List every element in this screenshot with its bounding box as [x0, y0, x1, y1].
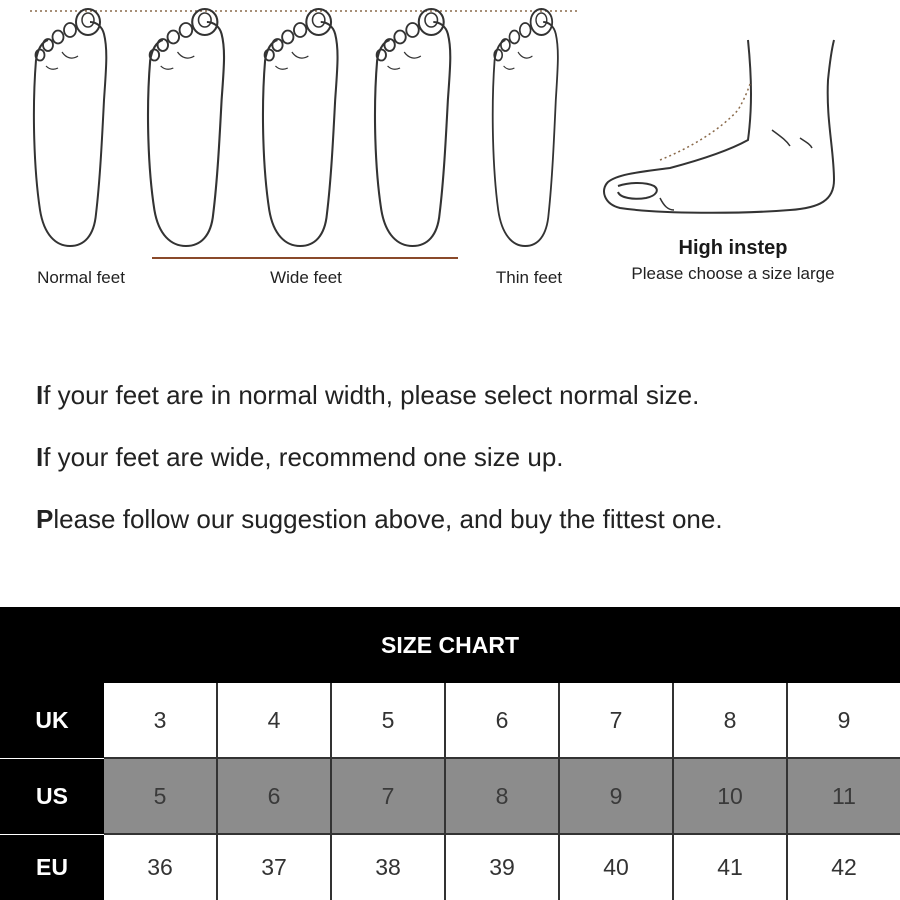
foot-wide-3-icon: [375, 9, 450, 246]
table-cell: 11: [832, 783, 856, 809]
table-cell: 8: [674, 683, 788, 758]
table-cell: 37: [218, 835, 332, 900]
size-chart-table: [0, 607, 900, 900]
size-row-us: [0, 759, 900, 834]
tip-initial: I: [36, 442, 44, 472]
table-cell: 10: [674, 759, 788, 834]
size-chart-title: SIZE CHART: [0, 607, 900, 683]
row-label-uk: UK: [0, 683, 104, 758]
table-cell: 9: [560, 759, 674, 834]
tip-normal-width: [36, 380, 699, 411]
high-instep-subtitle: Please choose a size large: [631, 264, 835, 283]
caption-normal-feet: Normal feet: [37, 268, 125, 287]
table-cell: 4: [218, 683, 332, 758]
table-cell: 39: [446, 835, 560, 900]
instep-dotted-line: [660, 84, 750, 160]
table-cell: 36: [104, 835, 218, 900]
foot-normal-icon: [34, 9, 106, 246]
feet-width-guide: [0, 0, 900, 300]
table-cell: 41: [674, 835, 788, 900]
high-instep-foot-icon: [604, 40, 834, 213]
tip-text: f your feet are in normal width, please select normal size.: [43, 380, 700, 410]
table-cell: 40: [560, 835, 674, 900]
tip-wide-feet: [36, 442, 564, 473]
table-cell: 5: [332, 683, 446, 758]
foot-thin-icon: [493, 9, 558, 246]
table-cell: 42: [831, 854, 857, 880]
table-cell: 6: [218, 759, 332, 834]
tip-initial: I: [36, 380, 44, 410]
size-row-eu: [0, 835, 900, 900]
table-cell: 8: [446, 759, 560, 834]
tip-text: f your feet are wide, recommend one size up.: [43, 442, 564, 472]
table-cell: 38: [332, 835, 446, 900]
high-instep-title: High instep: [678, 237, 788, 259]
table-cell: 7: [560, 683, 674, 758]
table-cell: 3: [104, 683, 218, 758]
tip-initial: P: [36, 504, 54, 534]
tip-text: lease follow our suggestion above, and buy the fittest one.: [53, 504, 723, 534]
caption-thin-feet: Thin feet: [495, 268, 563, 287]
table-cell: 7: [332, 759, 446, 834]
row-label-us: US: [0, 759, 104, 834]
table-cell: 6: [446, 683, 560, 758]
table-cell: 9: [837, 707, 851, 733]
row-label-eu: EU: [0, 835, 104, 900]
table-cell: 5: [104, 759, 218, 834]
size-row-uk: [0, 683, 900, 758]
caption-wide-feet: Wide feet: [270, 268, 342, 287]
tip-follow-suggestion: [36, 504, 723, 535]
foot-wide-1-icon: [148, 9, 224, 246]
foot-wide-2-icon: [263, 9, 338, 246]
